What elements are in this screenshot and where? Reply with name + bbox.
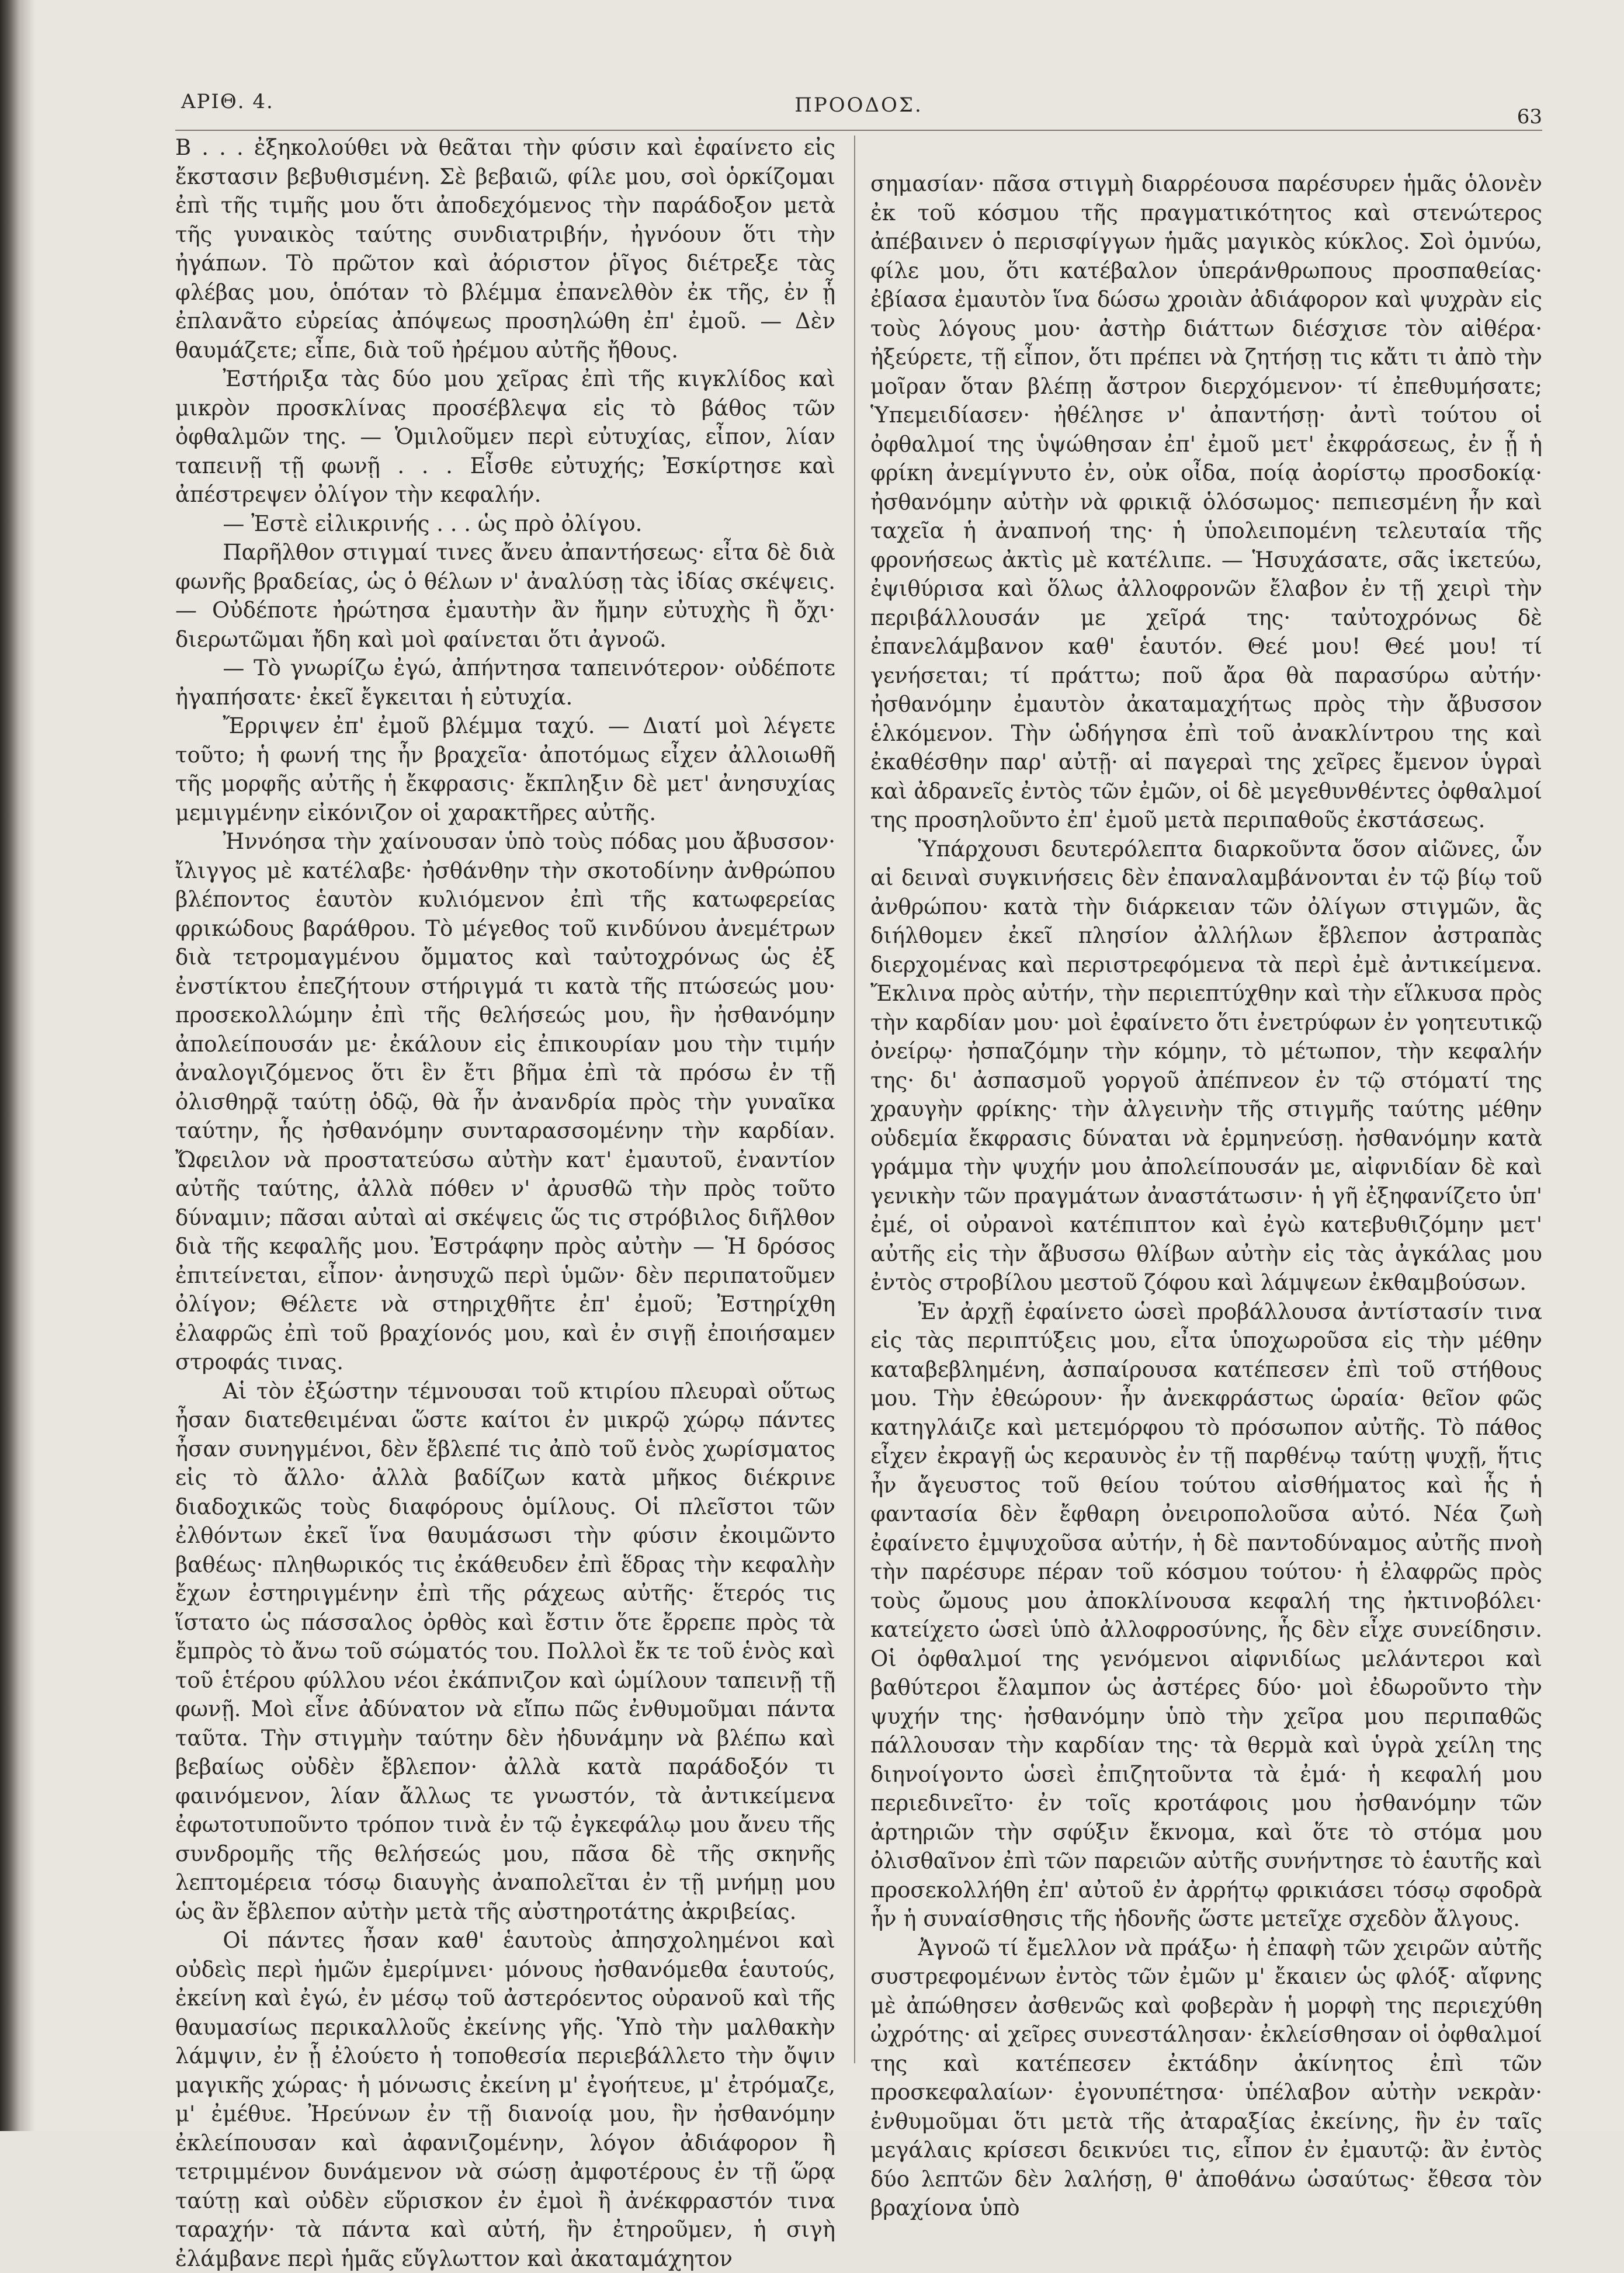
page-binding-shadow	[0, 0, 35, 2131]
paragraph: σημασίαν· πᾶσα στιγμὴ διαρρέουσα παρέσυρεν ἡμᾶς ὁλονὲν ἐκ τοῦ κόσμου τῆς πραγματικότητος καὶ στενώτερος ἀπέβαινεν ὁ περισφίγγων ἡμᾶς μαγικὸς κύκλος. Σοὶ ὀμνύω, φίλε μου, ὅτι κατέβαλον ὑπεράνθρωπους προσπαθείας· ἐβίασα ἐμαυτὸν ἵνα δώσω χροιὰν ἀδιάφορον καὶ ψυχρὰν εἰς τοὺς λόγους μου· ἀστὴρ διάττων διέσχισε τὸν αἰθέρα· ἠξεύρετε, τῇ εἶπον, ὅτι πρέπει νὰ ζητήσῃ τις κἄτι τι ἀπὸ τὴν μοῖραν ὅταν βλέπῃ ἄστρον διερχόμενον· τί ἐπεθυμήσατε; Ὑπεμειδίασεν· ἠθέλησε ν' ἀπαντήσῃ· ἀντὶ τούτου οἱ ὀφθαλμοί της ὑψώθησαν ἐπ' ἐμοῦ μετ' ἐκφράσεως, ἐν ᾗ ἡ φρίκη ἀνεμίγνυτο ἐν, οὐκ οἶδα, ποίᾳ ἀορίστῳ προσδοκίᾳ· ἠσθανόμην αὐτὴν νὰ φρικιᾷ ὁλόσωμος· πεπιεσμένη ἦν καὶ ταχεῖα ἡ ἀναπνοή της· ἡ ὑπολειπομένη τελευταία τῆς φρονήσεως ἀκτὶς μὲ κατέλιπε. — Ἡσυχάσατε, σᾶς ἱκετεύω, ἐψιθύρισα καὶ ὅλως ἀλλοφρονῶν ἔλαβον ἐν τῇ χειρὶ τὴν περιβάλλουσάν με χεῖρά της· ταὐτοχρόνως δὲ ἐπανελάμβανον καθ' ἑαυτόν. Θεέ μου! Θεέ μου! τί γενήσεται; τί πράττω; ποῦ ἄρα θὰ παρασύρω αὐτήν· ἠσθανόμην ἐμαυτὸν ἀκαταμαχήτως πρὸς τὴν ἄβυσσον ἑλκόμενον. Τὴν ὡδήγησα ἐπὶ τοῦ ἀνακλίντρου της καὶ ἐκαθέσθην παρ' αὐτῇ· αἱ παγεραὶ της χεῖρες ἔμενον ὑγραὶ καὶ ἀδρανεῖς ἐντὸς τῶν ἐμῶν, οἱ δὲ μεγεθυνθέντες ὀφθαλμοί της προσηλοῦντο ἐπ' ἐμοῦ μετὰ περιπαθοῦς ἐκστάσεως.	[870, 171, 1542, 832]
page-header	[175, 81, 1542, 127]
right-column	[870, 169, 1542, 2220]
column-divider	[854, 136, 855, 2063]
paragraph: Ἀγνοῶ τί ἔμελλον νὰ πράξω· ἡ ἐπαφὴ τῶν χειρῶν αὐτῆς συστρεφομένων ἐντὸς τῶν ἐμῶν μ' ἔκαιεν ὡς φλόξ· αἴφνης μὲ ἀπώθησεν ἀσθενῶς καὶ φοβερὰν ἡ μορφὴ της περιεχύθη ὠχρότης· αἱ χεῖρες συνεστάλησαν· ἐκλείσθησαν οἱ ὀφθαλμοί της καὶ κατέπεσεν ἐκτάδην ἀκίνητος ἐπὶ τῶν προσκεφαλαίων· ἐγονυπέτησα· ὑπέλαβον αὐτὴν νεκρὰν· ἐνθυμοῦμαι ὅτι μετὰ τῆς ἀταραξίας ἐκείνης, ἣν ἐν ταῖς μεγάλαις κρίσεσι δεικνύει τις, εἶπον ἐν ἐμαυτῷ: ἂν ἐντὸς δύο λεπτῶν δὲν λαλήσῃ, θ' ἀποθάνω ὡσαύτως· ἔθεσα τὸν βραχίονα ὑπὸ	[870, 1935, 1542, 2220]
paragraph: — Ἐστὲ εἰλικρινής . . . ὡς πρὸ ὀλίγου.	[223, 511, 643, 536]
header-rule	[175, 130, 1542, 131]
issue-label: ΑΡΙΘ. 4.	[181, 90, 274, 113]
left-column	[175, 133, 835, 2271]
paragraph: — Τὸ γνωρίζω ἐγώ, ἀπήντησα ταπεινότερον· οὐδέποτε ἠγαπήσατε· ἐκεῖ ἔγκειται ἡ εὐτυχία.	[175, 655, 835, 710]
paragraph: Ἐστήριξα τὰς δύο μου χεῖρας ἐπὶ τῆς κιγκλίδος καὶ μικρὸν προσκλίνας προσέβλεψα εἰς τὸ βάθος τῶν ὀφθαλμῶν της. — Ὁμιλοῦμεν περὶ εὐτυχίας, εἶπον, λίαν ταπεινῇ τῇ φωνῇ . . . Εἶσθε εὐτυχής; Ἐσκίρτησε καὶ ἀπέστρεψεν ὀλίγον τὴν κεφαλήν.	[175, 366, 835, 507]
paragraph: Παρῆλθον στιγμαί τινες ἄνευ ἀπαντήσεως· εἶτα δὲ διὰ φωνῆς βραδείας, ὡς ὁ θέλων ν' ἀναλύσῃ τὰς ἰδίας σκέψεις. — Οὐδέποτε ἠρώτησα ἐμαυτὴν ἂν ἤμην εὐτυχὴς ἢ ὄχι· διερωτῶμαι ἤδη καὶ μοὶ φαίνεται ὅτι ἀγνοῶ.	[175, 540, 835, 652]
paragraph: Β . . . ἐξηκολούθει νὰ θεᾶται τὴν φύσιν καὶ ἐφαίνετο εἰς ἔκστασιν βεβυθισμένη. Σὲ βεβαιῶ, φίλε μου, σοὶ ὁρκίζομαι ἐπὶ τῆς τιμῆς μου ὅτι ἀποδεχόμενος τὴν παράδοξον μετὰ τῆς γυναικὸς ταύτης συνδιατριβήν, ἠγνόουν ὅτι τὴν ἠγάπων. Τὸ πρῶτον καὶ ἀόριστον ῥῖγος διέτρεξε τὰς φλέβας μου, ὁπόταν τὸ βλέμμα ἐπανελθὸν ἐκ τῆς, ἐν ᾗ ἐπλανᾶτο εὐρείας ἀπόψεως προσηλώθη ἐπ' ἐμοῦ. — Δὲν θαυμάζετε; εἶπε, διὰ τοῦ ἠρέμου αὐτῆς ἤθους.	[175, 135, 835, 363]
paragraph: Ὑπάρχουσι δευτερόλεπτα διαρκοῦντα ὅσον αἰῶνες, ὧν αἱ δειναὶ συγκινήσεις δὲν ἐπαναλαμβάνονται ἐν τῷ βίῳ τοῦ ἀνθρώπου· κατὰ τὴν διάρκειαν τῶν ὀλίγων στιγμῶν, ἃς διήλθομεν ἐκεῖ πλησίον ἀλλήλων ἔβλεπον ἀστραπὰς διερχομένας καὶ περιστρεφόμενα τὰ περὶ ἐμὲ ἀντικείμενα. Ἔκλινα πρὸς αὐτήν, τὴν περιεπτύχθην καὶ τὴν εἵλκυσα πρὸς τὴν καρδίαν μου· μοὶ ἐφαίνετο ὅτι ἐνετρύφων ἐν γοητευτικῷ ὀνείρῳ· ἠσπαζόμην τὴν κόμην, τὸ μέτωπον, τὴν κεφαλήν της· δι' ἀσπασμοῦ γοργοῦ ἀπέπνεον ἐν τῷ στόματί της χραυγὴν φρίκης· τὴν ἀλγεινὴν τῆς στιγμῆς ταύτης μέθην οὐδεμία ἔκφρασις δύναται νὰ ἑρμηνεύσῃ. ἠσθανόμην κατὰ γράμμα τὴν ψυχήν μου ἀπολείπουσάν με, αἰφνιδίαν δὲ καὶ γενικὴν τῶν πραγμάτων ἀναστάτωσιν· ἡ γῆ ἐξηφανίζετο ὑπ' ἐμέ, οἱ οὐρανοὶ κατέπιπτον καὶ ἐγὼ κατεβυθιζόμην μετ' αὐτῆς εἰς τὴν ἄβυσσω θλίβων αὐτὴν εἰς τὰς ἀγκάλας μου ἐντὸς στροβίλου μεστοῦ ζόφου καὶ λάμψεων ἐκθαμβούσων.	[870, 836, 1542, 1295]
paragraph: Ἐν ἀρχῇ ἐφαίνετο ὡσεὶ προβάλλουσα ἀντίστασίν τινα εἰς τὰς περιπτύξεις μου, εἶτα ὑποχωροῦσα εἰς τὴν μέθην καταβεβλημένη, ἀσπαίρουσα κατέπεσεν ἐπὶ τοῦ στήθους μου. Τὴν ἐθεώρουν· ἦν ἀνεκφράστως ὡραία· θεῖον φῶς κατηγλάιζε καὶ μετεμόρφου τὸ πρόσωπον αὐτῆς. Τὸ πάθος εἶχεν ἐκραγῇ ὡς κεραυνὸς ἐν τῇ παρθένῳ ταύτῃ ψυχῇ, ἥτις ἦν ἄγευστος τοῦ θείου τούτου αἰσθήματος καὶ ἧς ἡ φαντασία δὲν ἔφθαρη ὀνειροπολοῦσα αὐτό. Νέα ζωὴ ἐφαίνετο ἐμψυχοῦσα αὐτήν, ἡ δὲ παντοδύναμος αὐτῆς πνοὴ τὴν παρέσυρε πέραν τοῦ κόσμου τούτου· ἡ ἐλαφρῶς πρὸς τοὺς ὤμους μου ἀποκλίνουσα κεφαλή της ἠκτινοβόλει· κατείχετο ὡσεὶ ὑπὸ ἀλλοφροσύνης, ἧς δὲν εἶχε συνείδησιν. Οἱ ὀφθαλμοί της γενόμενοι αἰφνιδίως μελάντεροι καὶ βαθύτεροι ἔλαμπον ὡς ἀστέρες δύο· μοὶ ἐδωροῦντο τὴν ψυχήν της· ἠσθανόμην ὑπὸ τὴν χεῖρα μου περιπαθῶς πάλλουσαν τὴν καρδίαν της· τὰ θερμὰ καὶ ὑγρὰ χείλη της διηνοίγοντο ὡσεὶ ἐπιζητοῦντα τὰ ἐμά· ἡ κεφαλή μου περιεδινεῖτο· ἐν τοῖς κροτάφοις μου ἠσθανόμην τῶν ἀρτηριῶν τὴν σφύξιν ἔκνομα, καὶ ὅτε τὸ στόμα μου ὀλισθαῖνον ἐπὶ τῶν παρειῶν αὐτῆς συνήντησε τὸ ἑαυτῆς καὶ προσεκολλήθη ἐπ' αὐτοῦ ἐν ἀρρήτῳ φρικιάσει τόσῳ σφοδρὰ ἦν ἡ συναίσθησις τῆς ἡδονῆς ὥστε μετεῖχε σχεδὸν ἄλγους.	[870, 1299, 1542, 1931]
journal-title: ΠΡΟΟΔΟΣ.	[794, 93, 923, 117]
page-number: 63	[1517, 105, 1542, 129]
paragraph: Οἱ πάντες ἦσαν καθ' ἑαυτοὺς ἀπησχολημένοι καὶ οὐδεὶς περὶ ἡμῶν ἐμερίμνει· μόνους ἠσθανόμεθα ἑαυτούς, ἐκείνη καὶ ἐγώ, ἐν μέσῳ τοῦ ἀστερόεντος οὐρανοῦ καὶ τῆς θαυμασίως περικαλλοῦς ἐκείνης γῆς. Ὑπὸ τὴν μαλθακὴν λάμψιν, ἐν ᾗ ἐλούετο ἡ τοποθεσία περιεβάλλετο τὴν ὄψιν μαγικῆς χώρας· ἡ μόνωσις ἐκείνη μ' ἐγοήτευε, μ' ἐτρόμαζε, μ' ἐμέθυε. Ἠρεύνων ἐν τῇ διανοίᾳ μου, ἣν ἠσθανόμην ἐκλείπουσαν καὶ ἀφανιζομένην, λόγον ἀδιάφορον ἢ τετριμμένον δυνάμενον νὰ σώσῃ ἀμφοτέρους ἐν τῇ ὥρᾳ ταύτῃ καὶ οὐδὲν εὕρισκον ἐν ἐμοὶ ἢ ἀνέκφραστόν τινα ταραχήν· τὰ πάντα καὶ αὐτή, ἣν ἐτηροῦμεν, ἡ σιγὴ ἐλάμβανε περὶ ἡμᾶς εὔγλωττον καὶ ἀκαταμάχητον	[175, 1928, 835, 2271]
paragraph: Ἠννόησα τὴν χαίνουσαν ὑπὸ τοὺς πόδας μου ἄβυσσον· ἴλιγγος μὲ κατέλαβε· ἠσθάνθην τὴν σκοτοδίνην ἀνθρώπου βλέποντος ἑαυτὸν κυλιόμενον ἐπὶ τῆς κατωφερείας φρικώδους βαράθρου. Τὸ μέγεθος τοῦ κινδύνου ἀνεμέτρων διὰ τετρομαγμένου ὄμματος καὶ ταὐτοχρόνως ὡς ἐξ ἐνστίκτου ἐπεζήτουν στήριγμά τι κατὰ τῆς πτώσεώς μου· προσεκολλώμην ἐπὶ τῆς θελήσεώς μου, ἣν ἠσθανόμην ἀπολείπουσάν με· ἐκάλουν εἰς ἐπικουρίαν μου τὴν τιμήν ἀναλογιζόμενος ὅτι ἓν ἔτι βῆμα ἐπὶ τὰ πρόσω ἐν τῇ ὀλισθηρᾷ ταύτῃ ὁδῷ, θὰ ἦν ἀνανδρία πρὸς τὴν γυναῖκα ταύτην, ἧς ἠσθανόμην συνταρασσομένην τὴν καρδίαν. Ὤφειλον νὰ προστατεύσω αὐτὴν κατ' ἐμαυτοῦ, ἐναντίον αὐτῆς ταύτης, ἀλλὰ πόθεν ν' ἀρυσθῶ τὴν πρὸς τοῦτο δύναμιν; πᾶσαι αὐταὶ αἱ σκέψεις ὥς τις στρόβιλος διῆλθον διὰ τῆς κεφαλῆς μου. Ἐστράφην πρὸς αὐτὴν — Ἡ δρόσος ἐπιτείνεται, εἶπον· ἀνησυχῶ περὶ ὑμῶν· δὲν περιπατοῦμεν ὀλίγον; Θέλετε νὰ στηριχθῆτε ἐπ' ἐμοῦ; Ἐστηρίχθη ἐλαφρῶς ἐπὶ τοῦ βραχίονός μου, καὶ ἐν σιγῇ ἐποιήσαμεν στροφάς τινας.	[175, 829, 835, 1375]
paragraph: Αἱ τὸν ἐξώστην τέμνουσαι τοῦ κτιρίου πλευραὶ οὕτως ἦσαν διατεθειμέναι ὥστε καίτοι ἐν μικρῷ χώρῳ πάντες ἦσαν συνηγμένοι, δὲν ἔβλεπέ τις ἀπὸ τοῦ ἑνὸς χωρίσματος εἰς τὸ ἄλλο· ἀλλὰ βαδίζων κατὰ μῆκος διέκρινε διαδοχικῶς τοὺς διαφόρους ὁμίλους. Οἱ πλεῖστοι τῶν ἐλθόντων ἐκεῖ ἵνα θαυμάσωσι τὴν φύσιν ἐκοιμῶντο βαθέως· πληθωρικός τις ἐκάθευδεν ἐπὶ ἕδρας τὴν κεφαλὴν ἔχων ἐστηριγμένην ἐπὶ τῆς ράχεως αὐτῆς· ἕτερός τις ἵστατο ὡς πάσσαλος ὀρθὸς καὶ ἔστιν ὅτε ἔρρεπε πρὸς τὰ ἔμπρὸς τὸ ἄνω τοῦ σώματός του. Πολλοὶ ἔκ τε τοῦ ἑνὸς καὶ τοῦ ἑτέρου φύλλου νέοι ἐκάπνιζον καὶ ὡμίλουν ταπεινῇ τῇ φωνῇ. Μοὶ εἶνε ἀδύνατον νὰ εἴπω πῶς ἐνθυμοῦμαι πάντα ταῦτα. Τὴν στιγμὴν ταύτην δὲν ἠδυνάμην νὰ βλέπω καὶ βεβαίως οὐδὲν ἔβλεπον· ἀλλὰ κατὰ παράδοξόν τι φαινόμενον, λίαν ἄλλως τε γνωστόν, τὰ ἀντικείμενα ἐφωτοτυποῦντο τρόπον τινὰ ἐν τῷ ἐγκεφάλῳ μου ἄνευ τῆς συνδρομῆς τῆς θελήσεώς μου, πᾶσα δὲ τῆς σκηνῆς λεπτομέρεια τόσῳ διαυγὴς ἀναπολεῖται ἐν τῇ μνήμῃ μου ὡς ἂν ἔβλεπον αὐτὴν μετὰ τῆς αὐστηροτάτης ἀκριβείας.	[175, 1378, 835, 1924]
paragraph: Ἔρριψεν ἐπ' ἐμοῦ βλέμμα ταχύ. — Διατί μοὶ λέγετε τοῦτο; ἡ φωνή της ἦν βραχεῖα· ἀποτόμως εἶχεν ἀλλοιωθῆ τῆς μορφῆς αὐτῆς ἡ ἔκφρασις· ἔκπληξιν δὲ μετ' ἀνησυχίας μεμιγμένην εἰκόνιζον οἱ χαρακτῆρες αὐτῆς.	[175, 713, 835, 825]
